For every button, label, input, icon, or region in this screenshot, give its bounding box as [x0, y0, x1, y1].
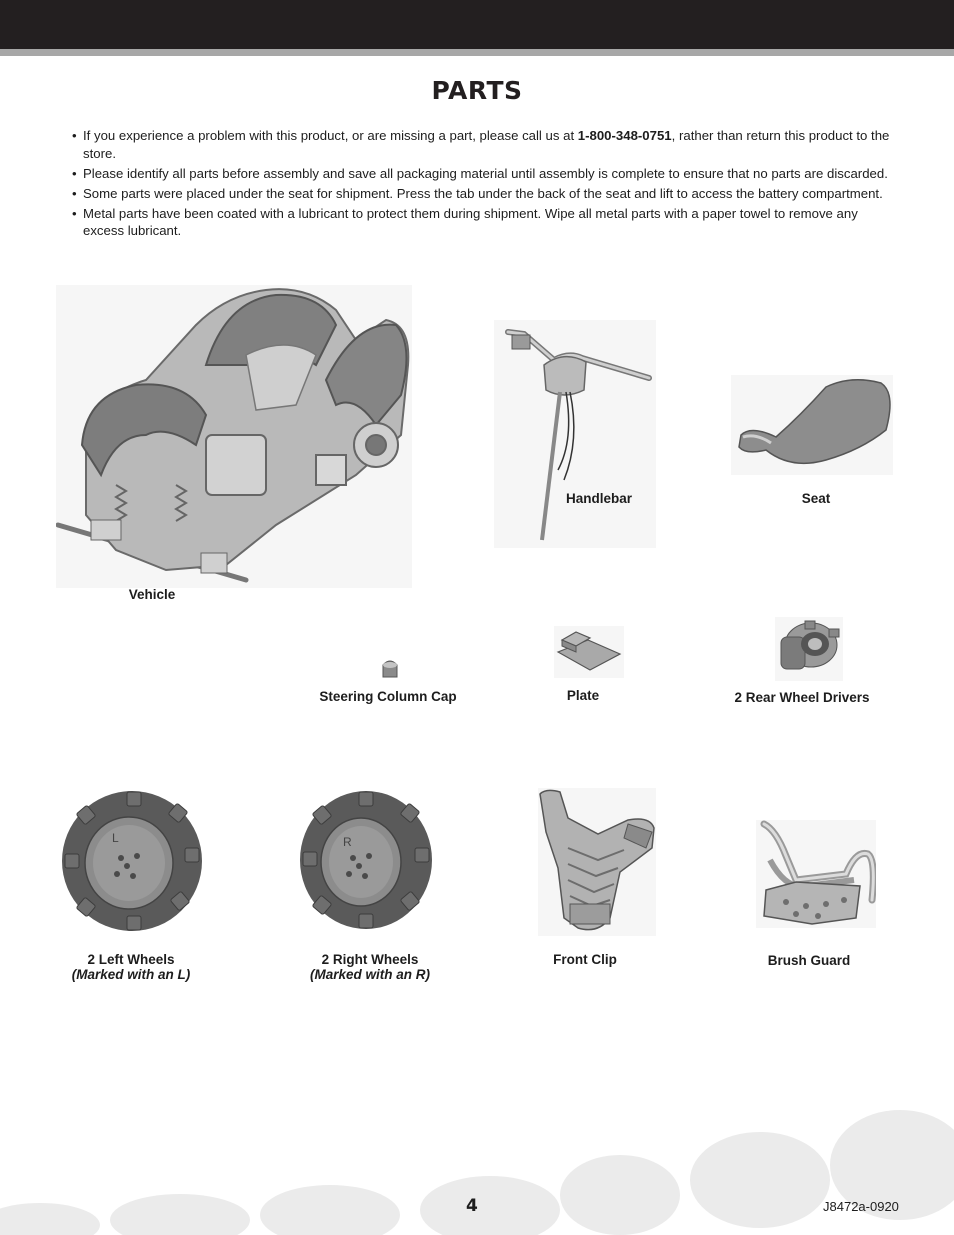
wheel-mark-l: L — [112, 831, 119, 845]
left-wheel-icon — [61, 790, 203, 933]
rear-wheel-driver-icon — [775, 617, 843, 681]
handlebar-label: Handlebar — [565, 491, 633, 506]
left-wheels-note: (Marked with an L) — [71, 967, 191, 982]
handlebar-icon — [494, 320, 656, 548]
page-number: 4 — [466, 1196, 478, 1216]
front-clip-label: Front Clip — [553, 952, 617, 967]
instructions-list — [72, 127, 892, 242]
steering-column-cap-label: Steering Column Cap — [319, 689, 457, 704]
support-phone: 1-800-348-0751 — [577, 128, 672, 143]
document-code: J8472a-0920 — [823, 1199, 899, 1214]
list-item: • Metal parts have been coated with a lubricant to protect them during shipment. Wipe all metal parts with a paper towel to remove any excess lubricant. — [72, 205, 892, 240]
steering-column-cap-icon — [380, 657, 400, 679]
seat-icon — [731, 375, 893, 475]
wheel-mark-r: R — [343, 835, 352, 849]
rear-wheel-drivers-label: 2 Rear Wheel Drivers — [734, 690, 870, 705]
header-rule — [0, 49, 954, 56]
right-wheel-icon — [299, 790, 433, 930]
right-wheels-note: (Marked with an R) — [309, 967, 430, 982]
list-item: • Please identify all parts before assembly and save all packaging material until assembly is complete to ensure that no parts are discarded. — [72, 165, 892, 183]
seat-label: Seat — [801, 491, 831, 506]
vehicle-icon — [56, 285, 412, 588]
vehicle-label: Vehicle — [128, 587, 176, 602]
front-clip-icon — [538, 788, 656, 936]
header-bar — [0, 0, 954, 49]
plate-icon — [554, 626, 624, 678]
list-item: • If you experience a problem with this product, or are missing a part, please call us at 1-800-348-0751, rather than return this product to the store. — [72, 127, 892, 162]
right-wheels-label: 2 Right Wheels (Marked with an R) — [300, 952, 440, 982]
brush-guard-label: Brush Guard — [767, 953, 851, 968]
list-item: • Some parts were placed under the seat for shipment. Press the tab under the back of the seat and lift to access the battery compartment. — [72, 185, 892, 203]
left-wheels-label: 2 Left Wheels (Marked with an L) — [60, 952, 202, 982]
brush-guard-icon — [756, 820, 876, 928]
page-title: PARTS — [431, 76, 523, 105]
plate-label: Plate — [566, 688, 600, 703]
